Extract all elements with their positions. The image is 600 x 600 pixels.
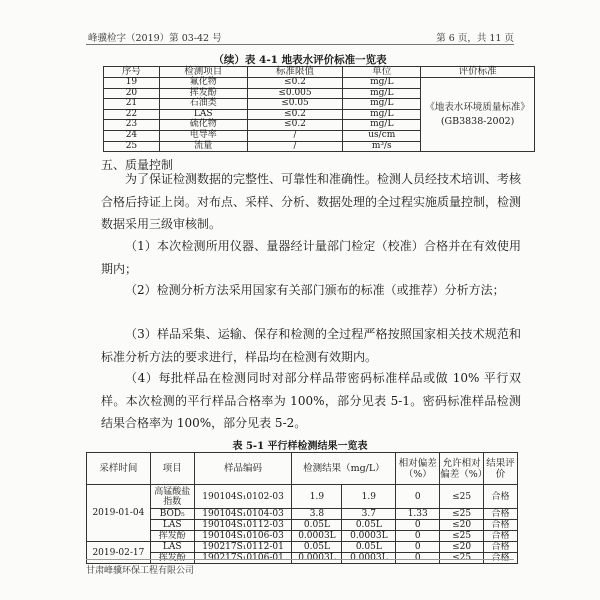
table-row	[87, 485, 518, 509]
row-deviation: 0	[396, 542, 440, 553]
row-result-1: 0.05L	[292, 542, 342, 553]
paragraph-instrument-calibration: （1）本次检测所用仪器、量器经计量部门检定（校准）合格并在有效使用期内；	[101, 239, 521, 276]
row-deviation: 0	[396, 520, 440, 531]
row-unit: us/cm	[343, 130, 421, 141]
col-header-standard: 评价标准	[421, 67, 535, 78]
row-code: 190104S₁0112-03	[194, 520, 292, 531]
row-conclusion: 合格	[484, 520, 518, 531]
row-conclusion: 合格	[484, 542, 518, 553]
table-row	[87, 509, 518, 520]
table-row	[87, 542, 518, 553]
row-no: 23	[104, 120, 160, 131]
col-header-allowed: 允许相对偏差（%）	[440, 453, 484, 485]
row-deviation: 1.33	[396, 509, 440, 520]
row-deviation: 0	[396, 531, 440, 542]
table1-header-row	[104, 67, 535, 78]
table-row	[104, 78, 535, 89]
report-number: 峰骥检字（2019）第 03-42 号	[88, 33, 222, 44]
paragraph-sampling-process: （3）样品采集、运输、保存和检测的全过程严格按照国家相关技术规范和标准分析方法的要求进行，样品均在检测有效期内。	[101, 327, 521, 364]
row-item: 挥发酚	[150, 531, 194, 542]
row-limit: /	[247, 130, 343, 141]
row-result-2: 0.05L	[342, 542, 396, 553]
table-row	[87, 520, 518, 531]
row-result-2: 0.0003L	[342, 553, 396, 564]
row-limit: ≤0.05	[247, 99, 343, 110]
row-code: 190217S₁0112-01	[194, 542, 292, 553]
row-unit: mg/L	[343, 109, 421, 120]
row-code: 190104S₁0104-03	[194, 509, 292, 520]
row-result-1: 0.05L	[292, 520, 342, 531]
row-allowed: ≤20	[440, 520, 484, 531]
row-no: 21	[104, 99, 160, 110]
col-header-code: 样品编码	[194, 453, 292, 485]
row-unit: mg/L	[343, 88, 421, 99]
surface-water-standard-table	[103, 66, 535, 152]
row-code: 190217S₁0106-01	[194, 553, 292, 564]
row-limit: ≤0.2	[247, 78, 343, 89]
row-result-2: 0.0003L	[342, 531, 396, 542]
row-allowed: ≤20	[440, 542, 484, 553]
row-result-2: 3.7	[342, 509, 396, 520]
row-conclusion: 合格	[484, 509, 518, 520]
col-header-deviation: 相对偏差（%）	[396, 453, 440, 485]
row-allowed: ≤25	[440, 553, 484, 564]
row-conclusion: 合格	[484, 553, 518, 564]
col-header-unit: 单位	[343, 67, 421, 78]
row-unit: m³/s	[343, 141, 421, 152]
row-item: LAS	[159, 109, 247, 120]
row-item: LAS	[150, 542, 194, 553]
footer-divider	[86, 559, 514, 560]
row-item: 高锰酸盐指数	[150, 485, 194, 509]
row-unit: mg/L	[343, 99, 421, 110]
col-header-limit: 标准限值	[247, 67, 343, 78]
col-header-item: 项目	[150, 453, 194, 485]
row-allowed: ≤25	[440, 531, 484, 542]
col-header-conclusion: 结果评价	[484, 453, 518, 485]
row-limit: ≤0.005	[247, 88, 343, 99]
evaluation-standard: 《地表水环境质量标准》(GB3838-2002)	[421, 78, 535, 152]
company-footer: 甘肃峰骥环保工程有限公司	[86, 566, 195, 576]
section-title: 五、质量控制	[101, 158, 174, 172]
row-result-2: 1.9	[342, 485, 396, 509]
parallel-sample-results-table	[86, 452, 518, 564]
row-item: 挥发酚	[150, 553, 194, 564]
row-limit: ≤0.2	[247, 109, 343, 120]
row-item: LAS	[150, 520, 194, 531]
row-result-1: 1.9	[292, 485, 342, 509]
row-conclusion: 合格	[484, 531, 518, 542]
row-deviation: 0	[396, 553, 440, 564]
row-limit: /	[247, 141, 343, 152]
row-item: 硫化物	[159, 120, 247, 131]
sample-date: 2019-01-04	[87, 485, 151, 542]
paragraph-parallel-samples: （4）每批样品在检测同时对部分样品带密码标准样品或做 10% 平行双样。本次检测的平行样品合格率为 100%，部分见表 5-1。密码标准样品检测结果合格率为 100%，部分见表 5-2。	[101, 371, 521, 430]
row-limit: ≤0.2	[247, 120, 343, 131]
row-item: 流量	[159, 141, 247, 152]
row-deviation: 0	[396, 485, 440, 509]
row-no: 24	[104, 130, 160, 141]
row-code: 190104S₁0106-03	[194, 531, 292, 542]
row-unit: mg/L	[343, 120, 421, 131]
row-conclusion: 合格	[484, 485, 518, 509]
row-result-1: 0.0003L	[292, 531, 342, 542]
row-code: 190104S₁0102-03	[194, 485, 292, 509]
row-item: 挥发酚	[159, 88, 247, 99]
row-allowed: ≤25	[440, 485, 484, 509]
row-allowed: ≤25	[440, 509, 484, 520]
row-result-1: 0.0003L	[292, 553, 342, 564]
row-result-1: 3.8	[292, 509, 342, 520]
paragraph-analysis-methods: （2）检测分析方法采用国家有关部门颁布的标准（或推荐）分析方法；	[125, 283, 505, 297]
header-divider	[86, 44, 514, 45]
col-header-result: 检测结果（mg/L）	[292, 453, 396, 485]
table-row	[87, 531, 518, 542]
row-no: 20	[104, 88, 160, 99]
col-header-item: 检测项目	[159, 67, 247, 78]
row-item: 石油类	[159, 99, 247, 110]
table2-caption: 表 5-1 平行样检测结果一览表	[232, 441, 368, 452]
row-item: 氟化物	[159, 78, 247, 89]
row-no: 22	[104, 109, 160, 120]
row-item: 电导率	[159, 130, 247, 141]
row-item: BOD₅	[150, 509, 194, 520]
row-result-2: 0.05L	[342, 520, 396, 531]
sample-date: 2019-02-17	[87, 542, 151, 564]
table-row	[87, 553, 518, 564]
page-info: 第 6 页，共 11 页	[436, 33, 514, 44]
col-header-no: 序号	[104, 67, 160, 78]
col-header-date: 采样时间	[87, 453, 151, 485]
row-no: 25	[104, 141, 160, 152]
row-unit: mg/L	[343, 78, 421, 89]
paragraph-quality-intro: 为了保证检测数据的完整性、可靠性和准确性。检测人员经技术培训、考核合格后持证上岗。对布点、采样、分析、数据处理的全过程实施质量控制，检测数据采用三级审核制。	[101, 172, 522, 231]
row-no: 19	[104, 78, 160, 89]
table1-caption: （续）表 4-1 地表水评价标准一览表	[213, 54, 387, 66]
table2-header-row	[87, 453, 518, 485]
